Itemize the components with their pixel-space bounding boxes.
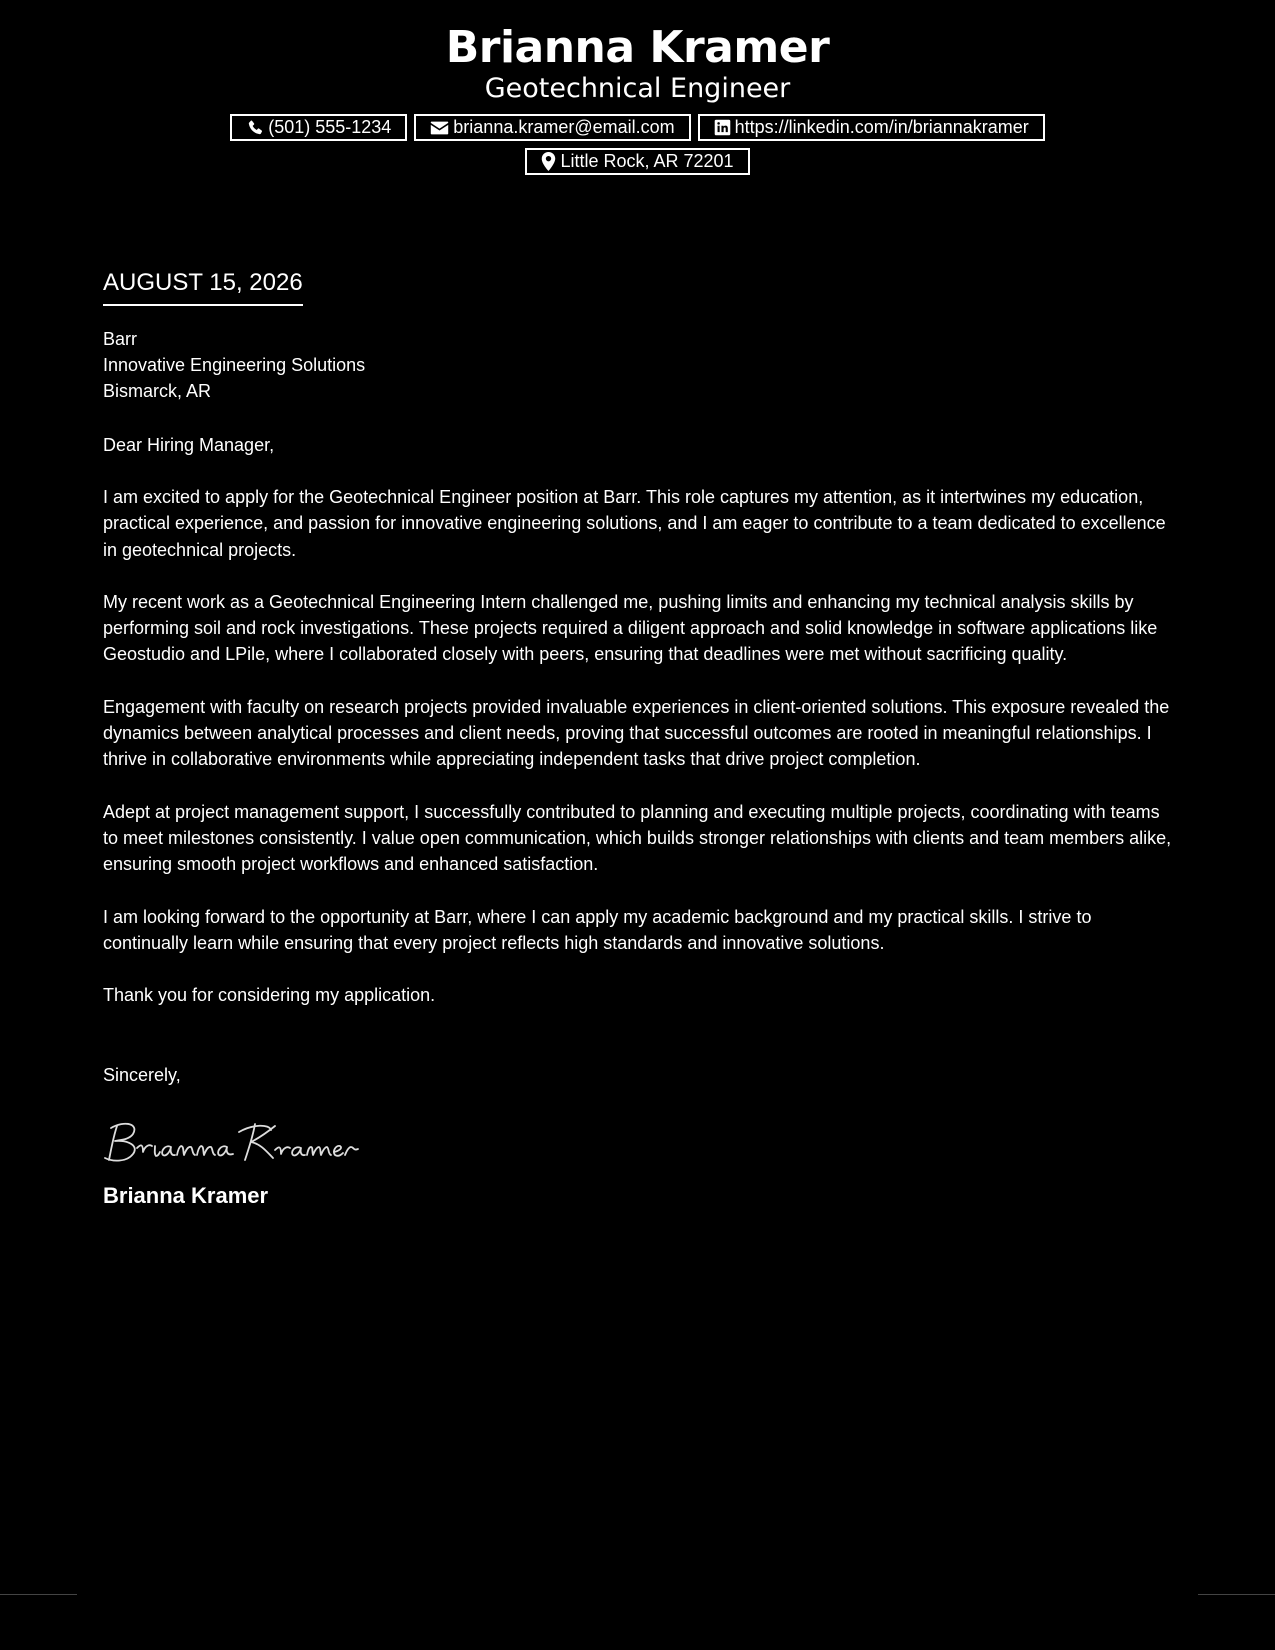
contact-email[interactable] — [414, 114, 690, 141]
recipient-location: Bismarck, AR — [103, 381, 212, 401]
closing: Sincerely, — [103, 1065, 181, 1086]
paragraph-thanks: Thank you for considering my application. — [103, 985, 436, 1006]
signed-name: Brianna Kramer — [103, 1183, 269, 1209]
location-text: Little Rock, AR 72201 — [560, 151, 734, 171]
map-pin-icon — [541, 152, 556, 171]
applicant-name: Brianna Kramer — [445, 22, 830, 73]
applicant-title: Geotechnical Engineer — [484, 73, 791, 104]
phone-text: (501) 555-1234 — [268, 117, 392, 137]
linkedin-text: https://linkedin.com/in/briannakramer — [734, 117, 1029, 137]
recipient-department: Innovative Engineering Solutions — [103, 355, 366, 375]
letter-date: AUGUST 15, 2026 — [103, 268, 303, 306]
footer-rule-right — [1198, 1594, 1275, 1595]
paragraph-project-management: Adept at project management support, I successfully contributed to planning and executing multiple projects, coordinating with teams to meet milestones consistently. I value open communication, which builds stronger relationships with clients and team members alike, ensuring smooth project workflows and enhanced satisfaction. — [103, 801, 1172, 875]
paragraph-intro: I am excited to apply for the Geotechnical Engineer position at Barr. This role captures my attention, as it intertwines my education, practical experience, and passion for innovative engineering solutions, and I am eager to contribute to a team dedicated to excellence in geotechnical projects. — [103, 487, 1166, 560]
contact-phone[interactable] — [230, 114, 407, 141]
paragraph-research: Engagement with faculty on research projects provided invaluable experiences in client-oriented solutions. This exposure revealed the dynamics between analytical processes and client needs, proving that successful outcomes are rooted in meaningful relationships. I thrive in collaborative environments while appreciating independent tasks that drive project completion. — [103, 696, 1170, 770]
handwritten-signature — [103, 1118, 1173, 1168]
recipient-company: Barr — [103, 329, 138, 349]
letter-body — [103, 268, 1173, 1210]
paragraph-outlook: I am looking forward to the opportunity at Barr, where I can apply my academic background and my practical skills. I strive to continually learn while ensuring that every project reflects high standards and innovative solutions. — [103, 906, 1092, 953]
contact-location — [525, 148, 749, 175]
phone-icon — [246, 119, 264, 137]
contact-list — [188, 114, 1088, 175]
letter-header — [0, 0, 1275, 175]
email-text: brianna.kramer@email.com — [453, 117, 675, 137]
recipient-block — [103, 326, 1173, 404]
linkedin-icon — [714, 119, 731, 136]
contact-linkedin[interactable] — [698, 114, 1045, 141]
signature-image — [103, 1118, 373, 1168]
envelope-icon — [430, 120, 449, 136]
footer-rule-left — [0, 1594, 77, 1595]
paragraph-experience: My recent work as a Geotechnical Engineering Intern challenged me, pushing limits and enhancing my technical analysis skills by performing soil and rock investigations. These projects required a diligent approach and solid knowledge in software applications like Geostudio and LPile, where I collaborated closely with peers, ensuring that deadlines were met without sacrificing quality. — [103, 591, 1158, 665]
salutation: Dear Hiring Manager, — [103, 435, 275, 455]
